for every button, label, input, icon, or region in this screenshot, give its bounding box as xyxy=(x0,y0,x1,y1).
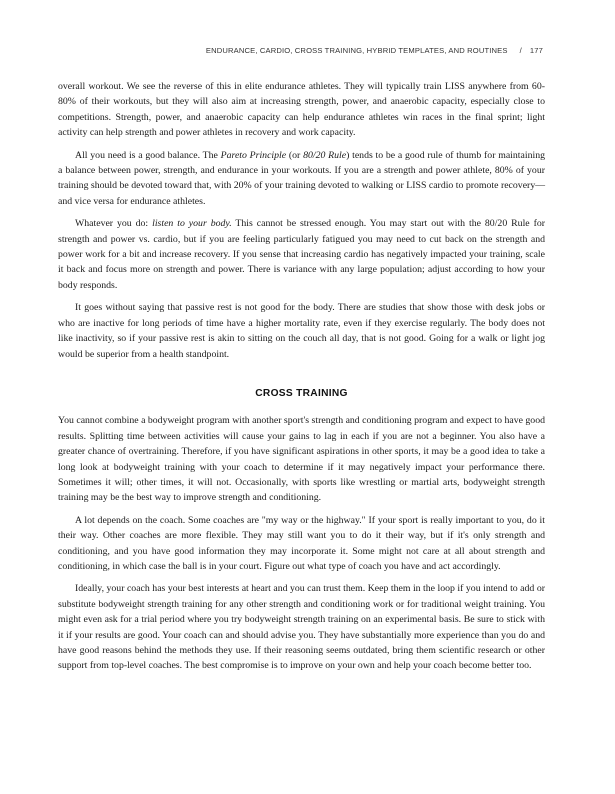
text-run: (or xyxy=(286,149,304,161)
running-header xyxy=(206,46,543,55)
text-run: ) tends to be a good rule of thumb for maintaining a balance between power, strength, and endurance in your workouts. If you are a strength and power athlete, 80% of your training should be devoted toward that, with 20% of your training devoted to walking or LISS cardio to promote recovery—and vice versa for endurance athletes. xyxy=(58,149,546,207)
paragraph-passive-rest: It goes without saying that passive rest is not good for the body. There are studies that show those with desk jobs or who are inactive for long periods of time have a higher mortality rate, even if they exercise regularly. The body does not like inactivity, so if your passive rest is akin to sitting on the couch all day, that is not good. Going for a walk or light jog would be superior from a health standpoint. xyxy=(58,302,545,360)
running-title: ENDURANCE, CARDIO, CROSS TRAINING, HYBRID TEMPLATES, AND ROUTINES xyxy=(205,46,508,55)
text-run: This cannot be stressed enough. You may start out with the 80/20 Rule for strength and power vs. cardio, but if you are feeling particularly fatigued you may need to cut back on the strength and power work for a bit and increase recovery. If you sense that increasing cardio has negatively impacted your training, scale it back and focus more on strength and power. There is variance with any large population; adjust according to how your body responds. xyxy=(58,218,546,291)
text-run: All you need is a good balance. The xyxy=(75,149,221,161)
paragraph-coach: A lot depends on the coach. Some coaches are "my way or the highway." If your sport is really important to you, do it their way. Other coaches are more flexible. They may still want you to do it their way, but if it's only strength and conditioning, and you have good information they may incorporate it. Some might not care at all about strength and conditioning, in which case the ball is in your court. Figure out what type of coach you have and act accordingly. xyxy=(58,514,545,572)
paragraph-continued: overall workout. We see the reverse of this in elite endurance athletes. They will typically train LISS anywhere from 60-80% of their workouts, but they will also aim at increasing strength, power, and anaerobic capacity, especially close to competitions. Strength, power, and anaerobic capacity can help endurance athletes win races in the final sprint; light activity can help strength and power athletes in recovery and work capacity. xyxy=(58,81,545,139)
page-number: 177 xyxy=(529,46,543,55)
header-separator: / xyxy=(519,46,522,55)
section-heading: CROSS TRAINING xyxy=(255,387,348,399)
paragraph-cross-training: You cannot combine a bodyweight program with another sport's strength and conditioning program and expect to have good results. Splitting time between activities will cause your gains to lag in each if you are not a beginner. You also have a greater chance of overtraining. Therefore, if you have significant aspirations in other sports, it may be a good idea to take a long look at bodyweight training with your coach to determine if it may negatively impact your performance there. Sometimes it will; other times, it will not. Occasionally, with sports like wrestling or martial arts, bodyweight strength training may be the best way to improve strength and conditioning. xyxy=(58,415,545,504)
emphasis-pareto: Pareto Principle xyxy=(220,149,287,161)
emphasis-listen: listen to your body. xyxy=(152,218,232,230)
text-run: Whatever you do: xyxy=(75,218,153,230)
page-body xyxy=(58,79,545,681)
emphasis-8020: 80/20 Rule xyxy=(303,149,347,161)
paragraph-ideally: Ideally, your coach has your best interests at heart and you can trust them. Keep them in the loop if you intend to add or substitute bodyweight strength training for any other strength and conditioning work or for traditional weight training. You might even ask for a trial period where you try bodyweight strength training on an experimental basis. Be sure to stick with it if your results are good. Your coach can and should advise you. They have substantially more experience than you do and have good reasons behind the methods they use. If their reasoning seems outdated, bring them scientific research or other support from top-level coaches. The best compromise is to improve on your own and help your coach become better too. xyxy=(58,583,545,672)
paragraph-balance xyxy=(58,148,545,210)
paragraph-listen xyxy=(58,216,545,293)
